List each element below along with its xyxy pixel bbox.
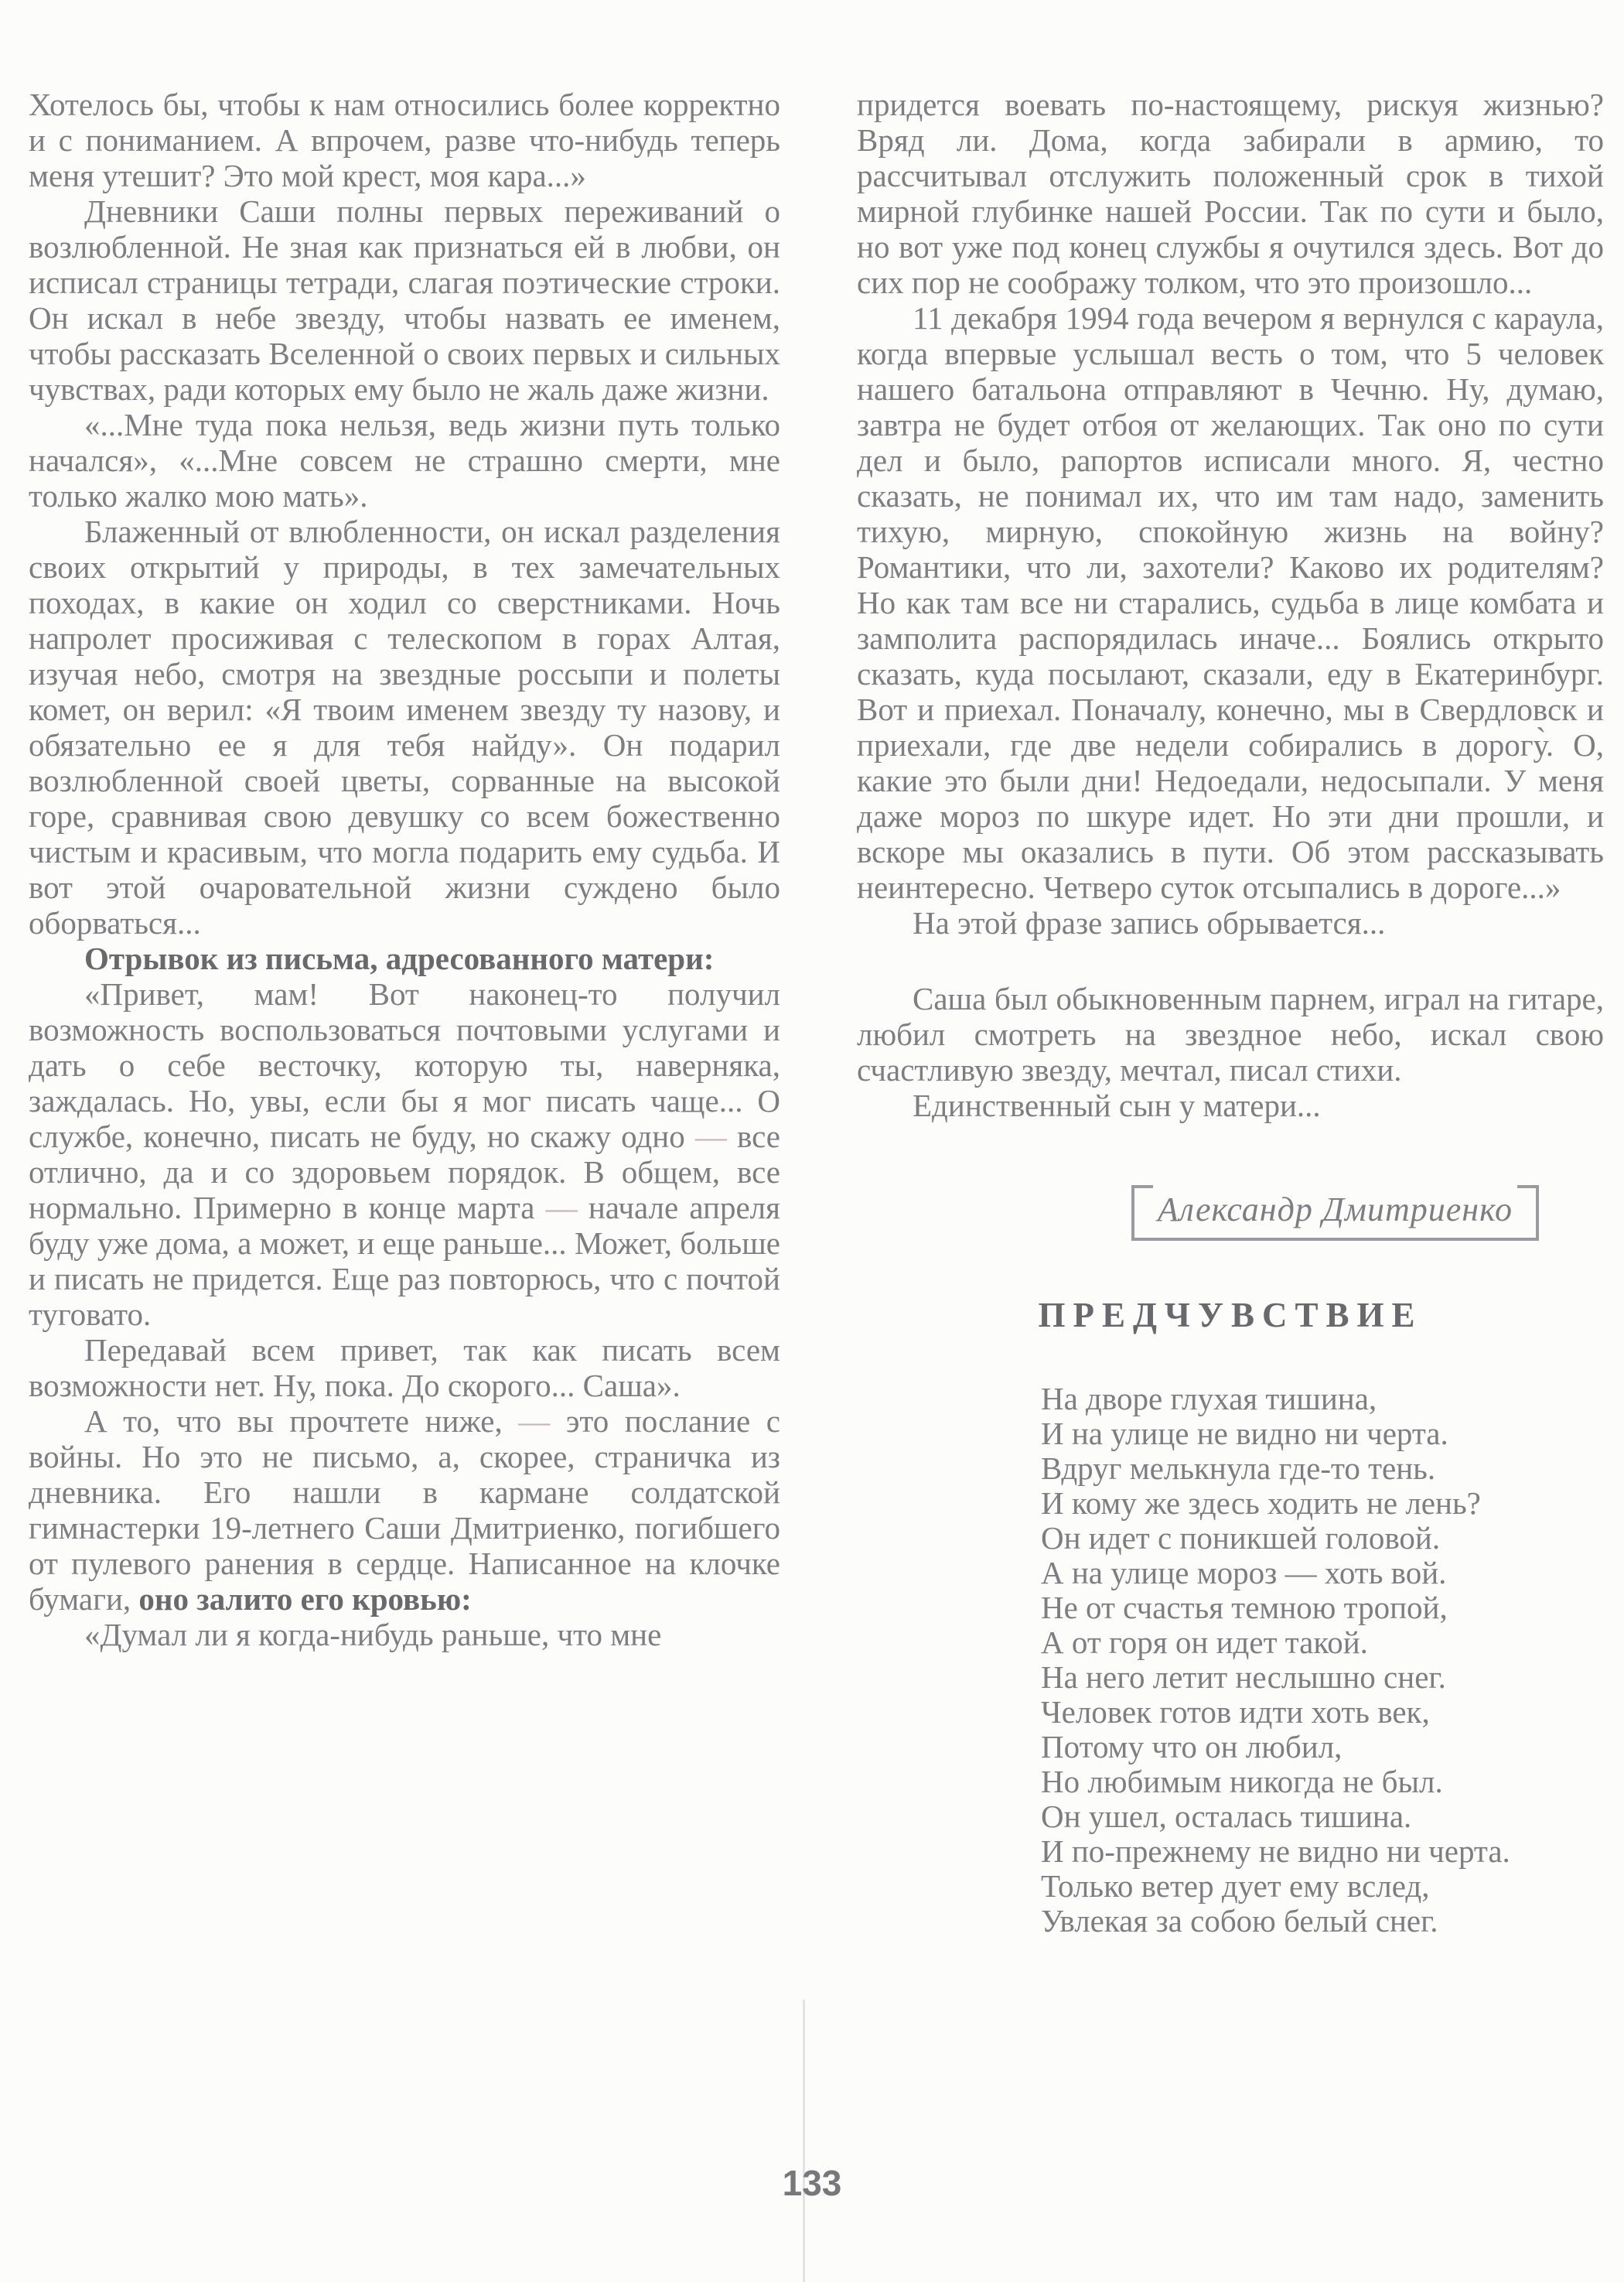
paragraph bbox=[29, 1403, 780, 1617]
poem-line: И на улице не видно ни черта. bbox=[1041, 1416, 1448, 1451]
accent-dash: — bbox=[518, 1403, 551, 1439]
body-text: придется воевать по-настоящему, рискуя жизнью? Вряд ли. Дома, когда забирали в армию, то рассчитывал отслужить положенный срок в тихой мирной глубинке нашей России. Так по сути и было, но вот уже под конец службы я очутился здесь. Вот до сих пор не соображу толком, что это произошло... bbox=[857, 87, 1604, 300]
body-text: Единственный сын у матери... bbox=[913, 1088, 1321, 1123]
body-text: А то, что вы прочтете ниже, bbox=[84, 1403, 519, 1439]
paragraph bbox=[857, 981, 1604, 1088]
body-text: «Привет, мам! Вот наконец-то получил возможность воспользоваться почтовыми услугами и дать о себе весточку, которую ты, наверняка, заждалась. Но, увы, если бы я мог писать чаще... О службе, конечно, писать не буду, но скажу одно bbox=[29, 976, 780, 1154]
page-number: 133 bbox=[782, 2163, 842, 2203]
poem-line: Вдруг мелькнула где-то тень. bbox=[1041, 1450, 1436, 1486]
poem-line: Но любимым никогда не был. bbox=[1041, 1764, 1443, 1799]
signature-text: Александр Дмитриенко bbox=[1157, 1191, 1513, 1228]
body-text: 11 декабря 1994 года вечером я вернулся с караула, когда впервые услышал весть о том, что 5 человек нашего батальона отправляют в Чечню. Ну, думаю, завтра не будет отбоя от желающих. Так оно по сути дел и было, рапортов исписали много. Я, честно сказать, не понимал их, что им там надо, заменить тихую, мирную, спокойную жизнь на войну? Романтики, что ли, захотели? Каково их родителям? Но как там все ни старались, судьба в лице комбата и замполита распорядилась иначе... Боялись открыто сказать, куда посылают, сказали, еду в Екатеринбург. Вот и приехал. Поначалу, конечно, мы в Свердловск и приехали, где две недели собирались в дорогу̀. О, какие это были дни! Недоедали, недосыпали. У меня даже мороз по шкуре идет. Но эти дни прошли, и вскоре мы оказались в пути. Об этом рассказывать неинтересно. Четверо суток отсыпались в дороге...» bbox=[857, 300, 1604, 905]
poem-line: На дворе глухая тишина, bbox=[1041, 1381, 1377, 1416]
paragraph bbox=[29, 514, 780, 941]
paragraph bbox=[857, 1088, 1604, 1123]
body-text: Саша был обыкновенным парнем, играл на гитаре, любил смотреть на звездное небо, искал свою счастливую звезду, мечтал, писал стихи. bbox=[857, 981, 1604, 1088]
poem-line: Он идет с поникшей головой. bbox=[1041, 1520, 1441, 1556]
poem-line: Потому что он любил, bbox=[1041, 1729, 1343, 1764]
paragraph bbox=[29, 941, 780, 976]
poem-line: Только ветер дует ему вслед, bbox=[1041, 1868, 1430, 1904]
poem-title: ПРЕДЧУВСТВИЕ bbox=[1038, 1296, 1423, 1334]
poem-line: Увлекая за собою белый снег. bbox=[1041, 1903, 1438, 1939]
body-text: «...Мне туда пока нельзя, ведь жизни путь только начался», «...Мне совсем не страшно смерти, мне только жалко мою мать». bbox=[29, 407, 780, 514]
body-text: Передавай всем привет, так как писать всем возможности нет. Ну, пока. До скорого... Саша». bbox=[29, 1332, 780, 1403]
paragraph bbox=[857, 87, 1604, 300]
paragraph bbox=[857, 905, 1604, 941]
poem-line: А на улице мороз — хоть вой. bbox=[1041, 1555, 1447, 1590]
paragraph bbox=[29, 1332, 780, 1403]
poem bbox=[1041, 1382, 1604, 1939]
paragraph bbox=[29, 1617, 780, 1652]
poem-line: И по-прежнему не видно ни черта. bbox=[1041, 1833, 1510, 1869]
poem-line: На него летит неслышно снег. bbox=[1041, 1659, 1446, 1695]
paragraph bbox=[29, 407, 780, 514]
signature-box bbox=[1131, 1185, 1539, 1241]
accent-dash: — bbox=[694, 1119, 727, 1154]
paragraph bbox=[29, 976, 780, 1332]
bold-text: оно залито его кровью: bbox=[138, 1581, 472, 1617]
body-text: Хотелось бы, чтобы к нам относились более корректно и с пониманием. А впрочем, разве что-нибудь теперь меня утешит? Это мой крест, моя кара...» bbox=[29, 87, 780, 193]
poem-line: Не от счастья темною тропой, bbox=[1041, 1590, 1448, 1625]
body-text: начале апреля буду уже дома, а может, и еще раньше... Может, больше и писать не придется. Еще раз повторюсь, что с почтой туговато. bbox=[29, 1190, 780, 1332]
bold-text: Отрывок из письма, адресованного матери: bbox=[84, 941, 715, 976]
left-column bbox=[29, 87, 780, 1652]
paragraph bbox=[29, 193, 780, 407]
poem-line: А от горя он идет такой. bbox=[1041, 1624, 1368, 1660]
paragraph bbox=[29, 87, 780, 193]
poem-line: Человек готов идти хоть век, bbox=[1041, 1694, 1430, 1730]
right-column bbox=[857, 87, 1604, 1939]
scan-artifact-line bbox=[803, 2000, 805, 2282]
body-text: все отлично, да и со здоровьем порядок. В общем, все нормально. Примерно в конце марта bbox=[29, 1119, 780, 1225]
body-text: это послание с войны. Но это не письмо, а, скорее, страничка из дневника. Его нашли в кармане солдатской гимнастерки 19-летнего Саши Дмитриенко, погибшего от пулевого ранения в сердце. Написанное на клочке бумаги, bbox=[29, 1403, 780, 1617]
body-text: На этой фразе запись обрывается... bbox=[913, 905, 1386, 941]
poem-line: Он ушел, осталась тишина. bbox=[1041, 1799, 1412, 1834]
poem-line: И кому же здесь ходить не лень? bbox=[1041, 1485, 1481, 1521]
body-text: «Думал ли я когда-нибудь раньше, что мне bbox=[84, 1617, 662, 1652]
right-column-text bbox=[857, 87, 1604, 1123]
body-text: Блаженный от влюбленности, он искал разделения своих открытий у природы, в тех замечательных походах, в какие он ходил со сверстниками. Ночь напролет просиживая с телескопом в горах Алтая, изучая небо, смотря на звездные россыпи и полеты комет, он верил: «Я твоим именем звезду ту назову, и обязательно ее я для тебя найду». Он подарил возлюбленной своей цветы, сорванные на высокой горе, сравнивая свою девушку со всем божественно чистым и красивым, что могла подарить ему судьба. И вот этой очаровательной жизни суждено было оборваться... bbox=[29, 514, 780, 941]
accent-dash: — bbox=[545, 1190, 578, 1225]
body-text: Дневники Саши полны первых переживаний о возлюбленной. Не зная как признаться ей в любви, он исписал страницы тетради, слагая поэтические строки. Он искал в небе звезду, чтобы назвать ее именем, чтобы рассказать Вселенной о своих первых и сильных чувствах, ради которых ему было не жаль даже жизни. bbox=[29, 193, 780, 407]
paragraph bbox=[857, 300, 1604, 905]
